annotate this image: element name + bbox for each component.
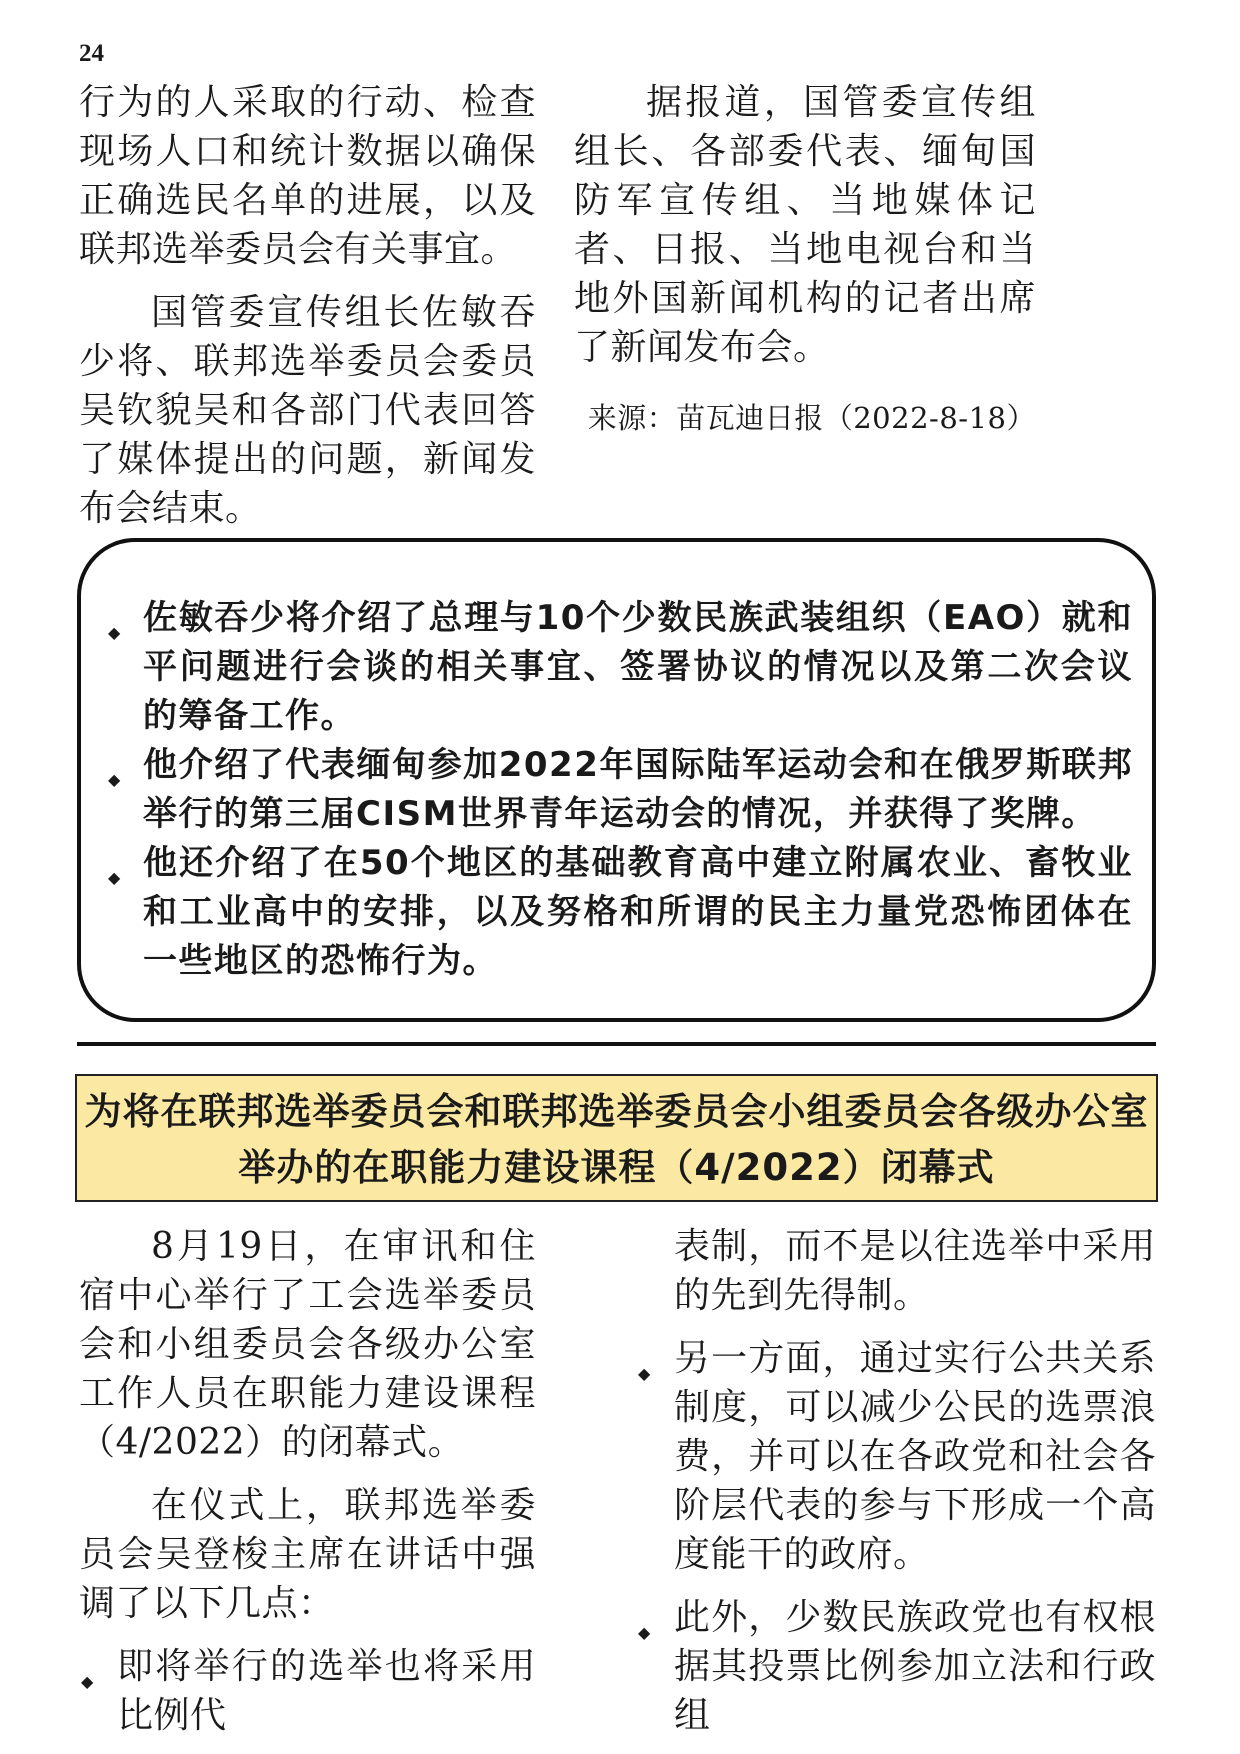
highlight-box [77, 538, 1156, 1022]
bullet-list [636, 1222, 1156, 1740]
list-item-continuation [636, 1222, 1156, 1320]
page-number: 24 [79, 40, 104, 67]
diamond-bullet-icon: ◆ [638, 1364, 651, 1383]
list-item-text: 另一方面，通过实行公共关系制度，可以减少公民的选票浪费，并可以在各政党和社会各阶层代表的参与下形成一个高度能干的政府。 [674, 1338, 1156, 1575]
list-item [108, 594, 1133, 741]
list-item-text: 他介绍了代表缅甸参加2022年国际陆军运动会和在俄罗斯联邦举行的第三届CISM世界青年运动会的情况，并获得了奖牌。 [143, 745, 1133, 834]
paragraph: 国管委宣传组长佐敏吞少将、联邦选举委员会委员吴钦貌吴和各部门代表回答了媒体提出的问题，新闻发布会结束。 [79, 292, 536, 529]
article-right-column [636, 1222, 1156, 1754]
list-item [108, 741, 1133, 839]
list-item-text: 佐敏吞少将介绍了总理与10个少数民族武装组织（EAO）就和平问题进行会谈的相关事宜、签署协议的情况以及第二次会议的筹备工作。 [143, 598, 1133, 736]
article-title-line: 举办的在职能力建设课程（4/2022）闭幕式 [238, 1146, 995, 1189]
article-left-column [79, 1222, 536, 1754]
source-credit: 来源：苗瓦迪日报（2022-8-18） [587, 401, 1036, 435]
list-item-text: 即将举行的选举也将采用比例代 [117, 1646, 536, 1736]
highlight-list [108, 594, 1133, 986]
paragraph: 在仪式上，联邦选举委员会吴登梭主席在讲话中强调了以下几点： [79, 1485, 536, 1624]
list-item-text: 他还介绍了在50个地区的基础教育高中建立附属农业、畜牧业和工业高中的安排，以及努格和所谓的民主力量党恐怖团体在一些地区的恐怖行为。 [143, 843, 1133, 981]
paragraph: 行为的人采取的行动、检查现场人口和统计数据以确保正确选民名单的进展，以及联邦选举委员会有关事宜。 [79, 82, 536, 270]
list-item-text: 表制，而不是以往选举中采用的先到先得制。 [674, 1226, 1156, 1316]
article-title-banner [75, 1074, 1158, 1202]
bullet-list [79, 1642, 536, 1740]
list-item [636, 1593, 1156, 1740]
article-title-line: 为将在联邦选举委员会和联邦选举委员会小组委员会各级办公室 [84, 1090, 1149, 1133]
diamond-bullet-icon: ◆ [108, 623, 122, 642]
list-item [108, 839, 1133, 986]
paragraph: 8月19日，在审讯和住宿中心举行了工会选举委员会和小组委员会各级办公室工作人员在职能力建设课程（4/2022）的闭幕式。 [79, 1226, 536, 1463]
top-right-column [574, 78, 1036, 457]
section-divider [77, 1042, 1156, 1046]
list-item [636, 1334, 1156, 1579]
list-item [79, 1642, 536, 1740]
diamond-bullet-icon: ◆ [108, 868, 122, 887]
list-item-text: 此外，少数民族政党也有权根据其投票比例参加立法和行政组 [674, 1597, 1156, 1736]
diamond-bullet-icon: ◆ [108, 770, 122, 789]
paragraph: 据报道，国管委宣传组组长、各部委代表、缅甸国防军宣传组、当地媒体记者、日报、当地电视台和当地外国新闻机构的记者出席了新闻发布会。 [574, 82, 1036, 368]
diamond-bullet-icon: ◆ [81, 1672, 94, 1691]
diamond-bullet-icon: ◆ [638, 1623, 651, 1642]
top-left-column [79, 78, 536, 547]
